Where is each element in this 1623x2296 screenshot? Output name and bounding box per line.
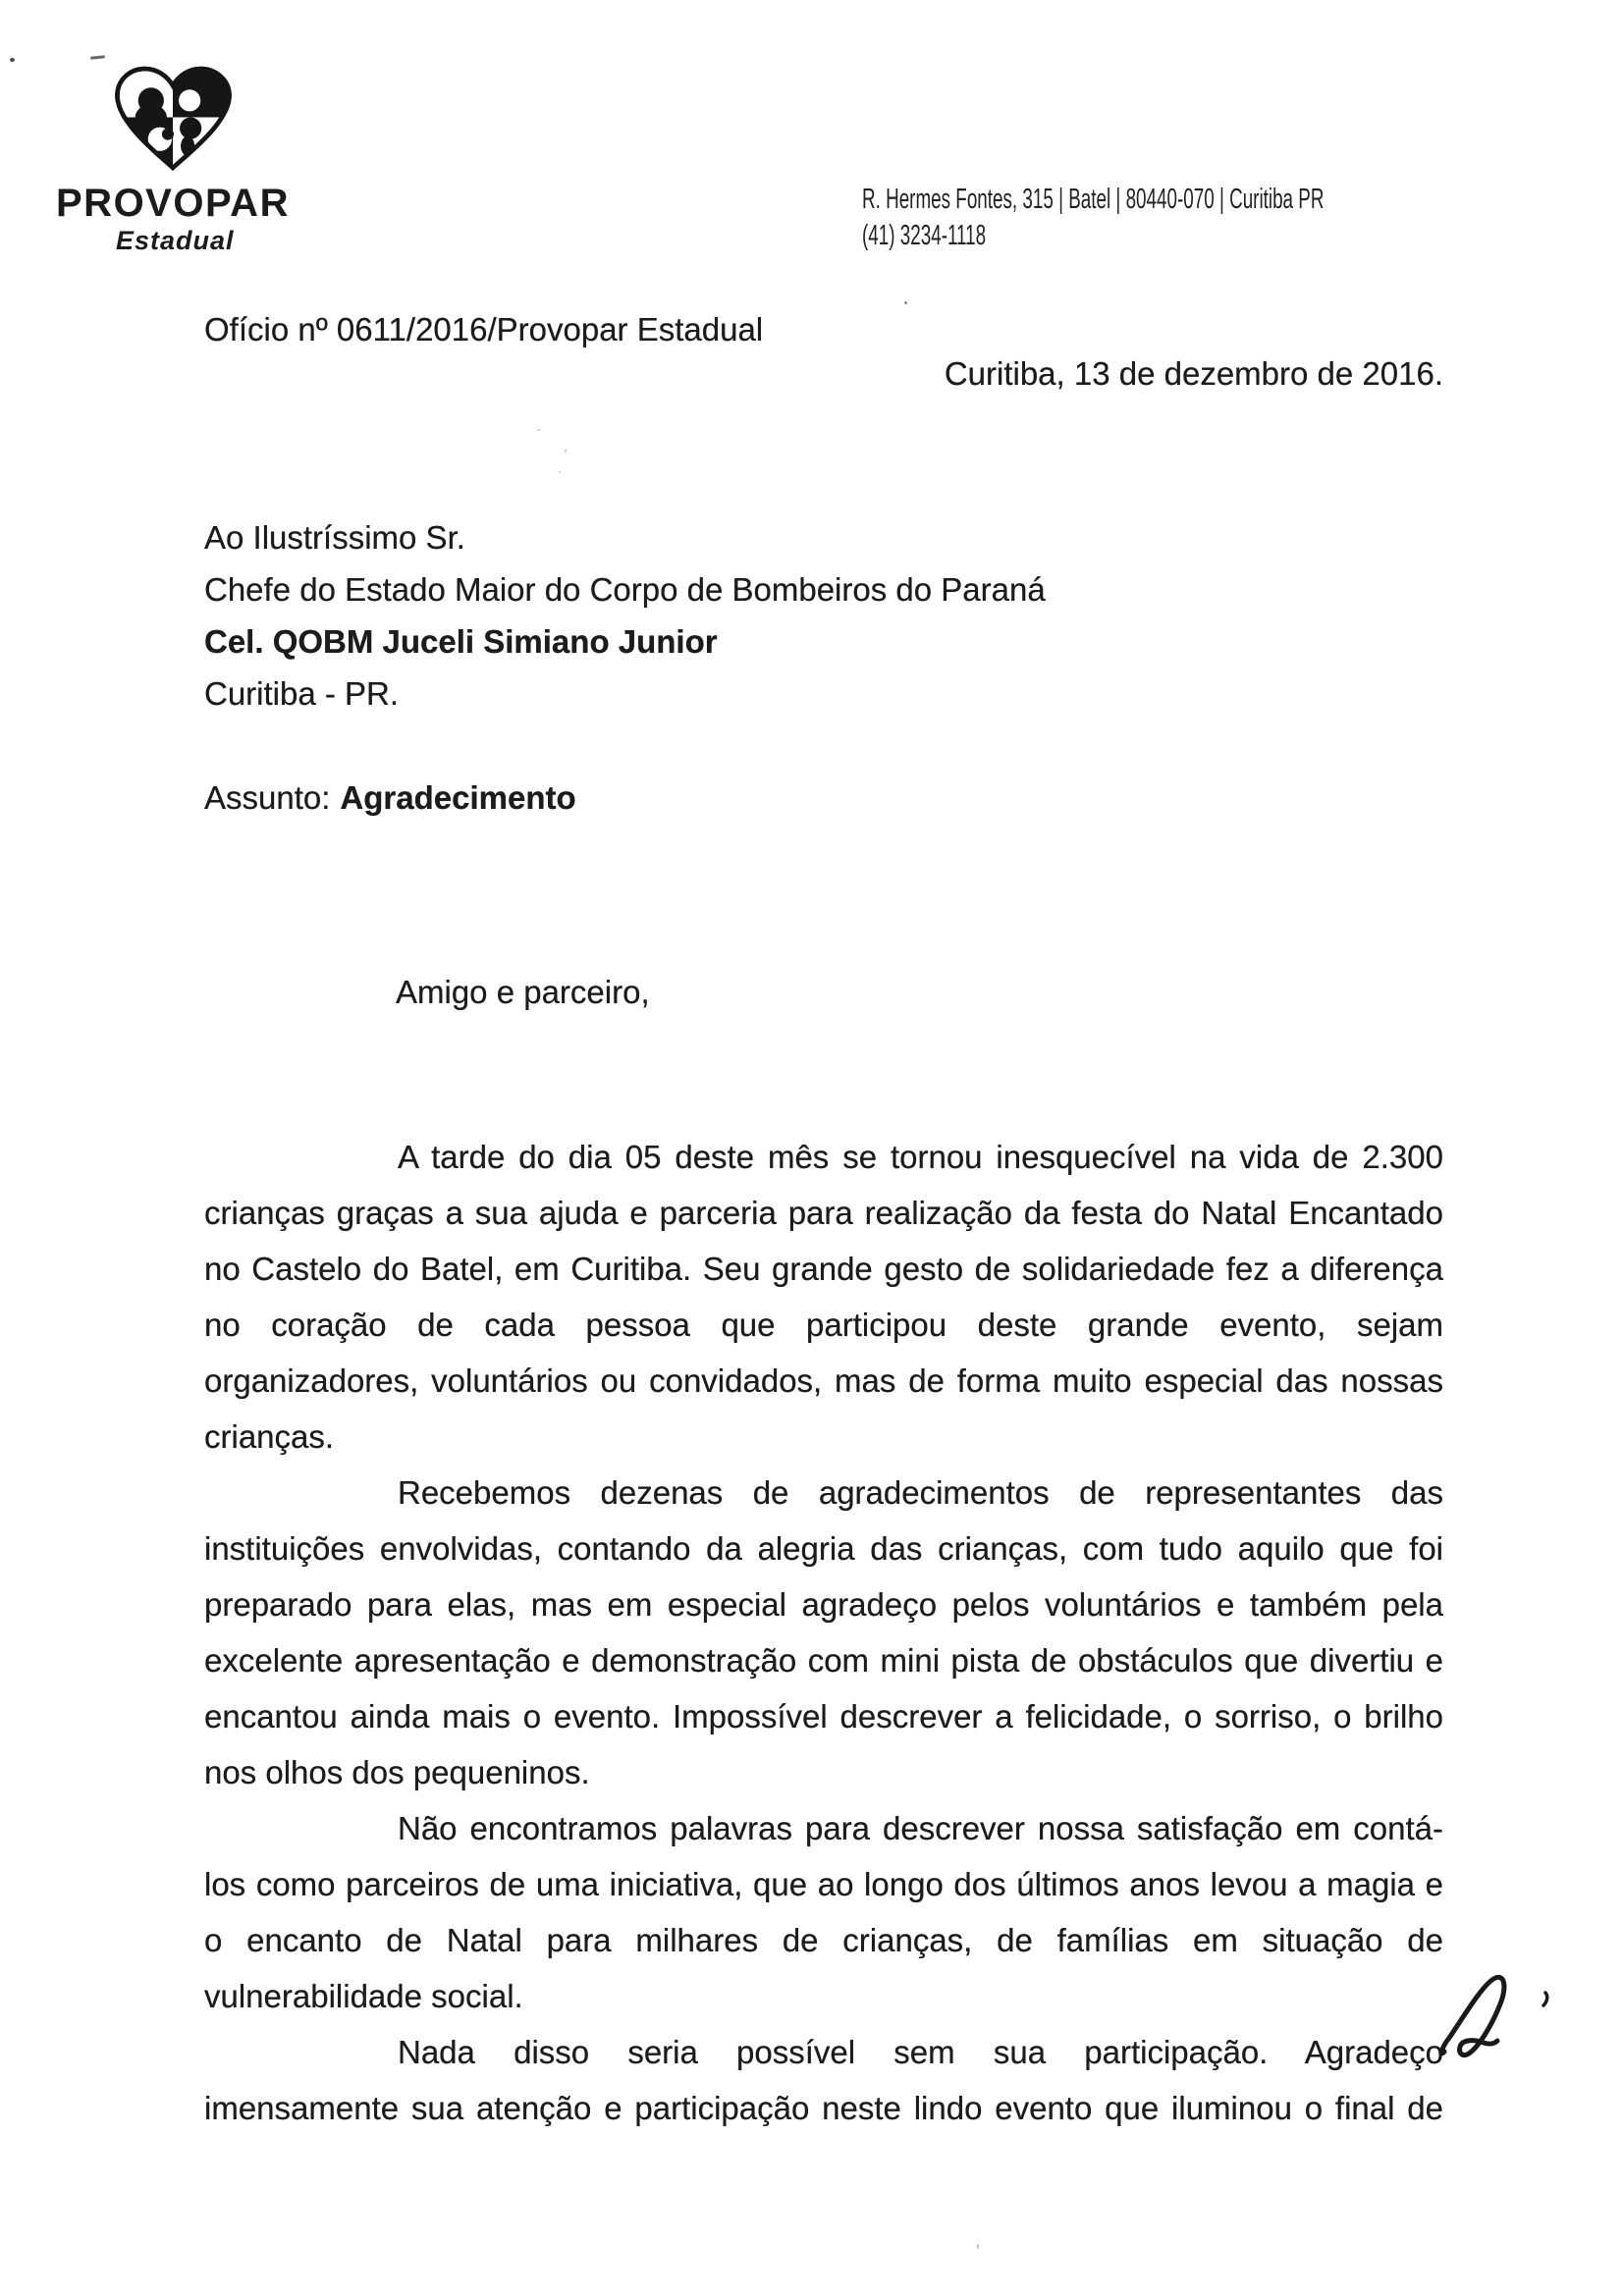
body-line: A tarde do dia 05 deste mês se tornou inesquecível na vida de 2.300 — [398, 1139, 1443, 1175]
scan-speck — [90, 55, 105, 60]
body-line: crianças graças a sua ajuda e parceria para realização da festa do Natal Encantado — [204, 1195, 1443, 1231]
recipient-block — [204, 511, 1046, 720]
subject-line — [204, 778, 576, 818]
body-line: Não encontramos palavras para descrever nossa satisfação em contá- — [398, 1810, 1443, 1846]
provopar-heart-logo-icon — [111, 63, 236, 175]
body-paragraph — [204, 1800, 1443, 2024]
body-line: imensamente sua atenção e participação neste lindo evento que iluminou o final de — [204, 2090, 1443, 2126]
scan-speck — [538, 429, 540, 431]
body-line: o encanto de Natal para milhares de crianças, de famílias em situação de — [204, 1922, 1443, 1958]
body-paragraph — [204, 1129, 1443, 1465]
body-line: vulnerabilidade social. — [204, 1978, 523, 2014]
body-line: crianças. — [204, 1418, 335, 1455]
body-line: excelente apresentação e demonstração com mini pista de obstáculos que divertiu e — [204, 1642, 1443, 1679]
body-paragraph — [204, 2024, 1443, 2136]
body-paragraph — [204, 1465, 1443, 1800]
logo-wordmark: PROVOPAR — [56, 182, 290, 225]
body-line: Nada disso seria possível sem sua participação. Agradeço — [398, 2034, 1443, 2070]
logo-subtitle: Estadual — [116, 226, 235, 255]
dateline: Curitiba, 13 de dezembro de 2016. — [944, 355, 1443, 392]
scan-speck — [904, 301, 907, 304]
body-line: no Castelo do Batel, em Curitiba. Seu grande gesto de solidariedade fez a diferença — [204, 1251, 1443, 1287]
recipient-name: Cel. QOBM Juceli Simiano Junior — [204, 623, 718, 660]
recipient-title: Chefe do Estado Maior do Corpo de Bombeiros do Paraná — [204, 571, 1046, 608]
letterhead-contact — [862, 182, 1573, 254]
handwritten-paraph-mark — [1439, 1971, 1559, 2065]
scan-speck — [565, 450, 567, 453]
recipient-city: Curitiba - PR. — [204, 675, 400, 712]
document-reference: Ofício nº 0611/2016/Provopar Estadual — [204, 311, 764, 347]
body-line: organizadores, voluntários ou convidados, mas de forma muito especial das nossas — [204, 1362, 1443, 1399]
scan-speck — [10, 58, 15, 62]
scan-speck — [977, 2244, 979, 2249]
letterhead-phone: (41) 3234-1118 — [862, 220, 987, 251]
subject-value: Agradecimento — [340, 779, 576, 816]
body-line: no coração de cada pessoa que participou deste grande evento, sejam — [204, 1307, 1443, 1343]
body-line: los como parceiros de uma iniciativa, que ao longo dos últimos anos levou a magia e — [204, 1866, 1443, 1902]
letter-body — [204, 1129, 1443, 2136]
recipient-honorific: Ao Ilustríssimo Sr. — [204, 519, 465, 556]
letterhead-address: R. Hermes Fontes, 315 | Batel | 80440-070 | Curitiba PR — [862, 184, 1325, 215]
body-line: encantou ainda mais o evento. Impossível descrever a felicidade, o sorriso, o brilho — [204, 1698, 1443, 1735]
body-line: instituições envolvidas, contando da alegria das crianças, com tudo aquilo que foi — [204, 1530, 1443, 1567]
salutation: Amigo e parceiro, — [396, 974, 650, 1010]
subject-label: Assunto: — [204, 779, 331, 816]
body-line: preparado para elas, mas em especial agradeço pelos voluntários e também pela — [204, 1586, 1443, 1623]
scan-speck — [559, 471, 561, 473]
body-line: Recebemos dezenas de agradecimentos de representantes das — [398, 1474, 1443, 1511]
body-line: nos olhos dos pequeninos. — [204, 1754, 590, 1790]
